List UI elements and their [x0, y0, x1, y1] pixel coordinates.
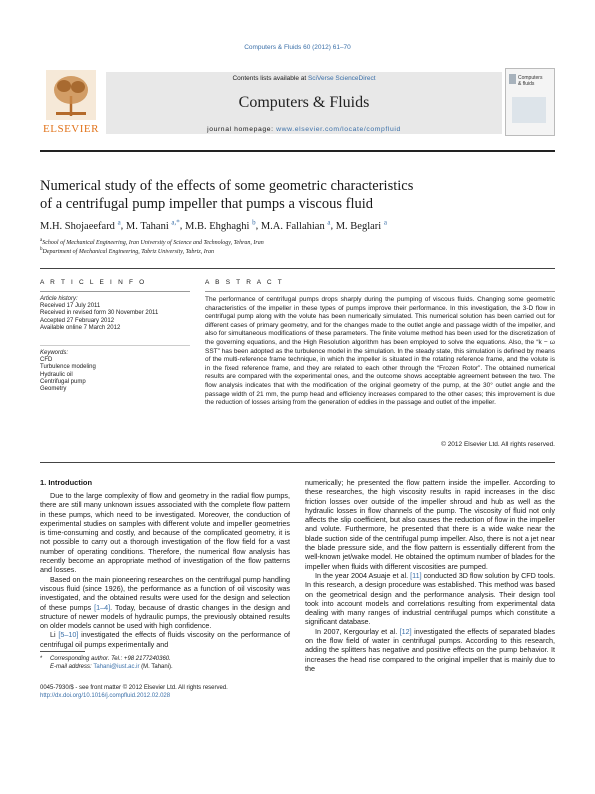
- homepage-link[interactable]: www.elsevier.com/locate/compfluid: [276, 126, 401, 133]
- author-name: M. Beglari $^a$: [335, 218, 387, 232]
- journal-homepage: [106, 126, 502, 133]
- body-paragraph: In 2007, Kergourlay et al. [12] investigated the effects of separated blades on the flow field of water in centrifugal pumps. According to this research, adding the splitters has negative and positive effects on the pump behavior. It increases the head rise compared to the original impeller that is mainly due to the: [305, 626, 555, 673]
- keyword-item: Geometry: [40, 386, 67, 393]
- citation-link[interactable]: [1–4]: [94, 602, 111, 612]
- history-received: Received 17 July 2011: [40, 303, 101, 310]
- footnote-rule: [40, 651, 85, 652]
- email-line: E-mail address: Tahani@iust.ac.ir (M. Tahani).: [50, 664, 173, 670]
- abstract-text: The performance of centrifugal pumps drops sharply during the pumping of viscous fluids. Changing some geometric characteristics of the impeller in these types of pumps improve their performance. In this investigation, the 3-D flow in centrifugal pump along with the volute has been numerically simulated. This numerical solution has been carried out for different cases of primary geometry, and for the changes made to the outlet angle and passage width of the impeller, and also for simultaneous modifications of these parameters. The finite volume method has been used for the discretization of the governing equations, and the High Resolution algorithm has been employed to solve the equations. Also, the “k − ω SST” has been adopted as the turbulence model in the simulation. In the steady state, this simulation is defined by means of the multi-reference frame technique, in which the impeller is situated in the rotating reference frame, and the volute is in the fixed reference frame, and they are related to each other through the “Frozen Rotor”. The obtained numerical results are compared with the experimental ones, and the outcome shows acceptable agreement between the two. The flow analysis indicates that with the modification of the original geometry of the pump, at the 30° outlet angle and the passage width of 21 mm, the pump head and efficiency increases compared to the other cases; this improvement is due the reduction of losses arising from the generation of eddies in the passage and outlet of the impeller.: [205, 296, 555, 407]
- citation-link[interactable]: [5–10]: [58, 630, 79, 640]
- banner-center: [106, 72, 502, 134]
- cover-image: [512, 97, 546, 123]
- author-name: M.H. Shojaeefard $^a$: [40, 218, 121, 232]
- journal-name: Computers & Fluids: [238, 94, 370, 111]
- affiliation-a: $^a$School of Mechanical Engineering, Iran University of Science and Technology, Tehran, Iran: [40, 238, 264, 246]
- body-paragraph: numerically; he presented the flow pattern inside the impeller. According to these researches, the high viscosity results in rapid increases in the disc friction losses over outside of the impeller shroud and hub as well as the hydraulic losses in flow channels of the pump. The viscosity of fluid not only affects the slip coefficient, but also causes the reduction of flow in the impeller and volute. Furthermore, he presented that there is a wide wake near the blade suction side of the centrifugal pump impeller. Also, there is not a jet near the blade pressure side, and the flow pattern is essentially different from the well-known jet/wake model. He obtained the optimum number of blades for the impeller when fluids with different viscosities are pumped.: [305, 478, 555, 571]
- author-list: M.H. Shojaeefard $^a$, M. Tahani $^{a,*}$, M.B. Ehghaghi $^b$, M.A. Fallahian $^a$, M. Beglari $^a$: [40, 218, 387, 232]
- email-link[interactable]: Tahani@iust.ac.ir: [93, 664, 140, 670]
- abstract-rule: [205, 291, 555, 292]
- copyright-line: © 2012 Elsevier Ltd. All rights reserved.: [441, 441, 555, 448]
- doi-link[interactable]: http://dx.doi.org/10.1016/j.compfluid.2012.02.028: [40, 693, 171, 699]
- body-paragraph: Li [5–10] investigated the effects of fluids viscosity on the performance of centrifugal oil pumps experimentally and: [40, 630, 291, 649]
- author-name: M.B. Ehghaghi $^b$: [184, 218, 256, 232]
- sciencedirect-link[interactable]: SciVerse ScienceDirect: [307, 75, 376, 82]
- journal-banner: [40, 68, 555, 140]
- info-divider: [40, 345, 190, 346]
- keyword-item: Centrifugal pump: [40, 378, 86, 385]
- keywords: [40, 350, 190, 393]
- body-column-left: [40, 491, 290, 649]
- corresponding-author: * Corresponding author. Tel.: +98 2177240360.: [40, 656, 171, 662]
- header-rule: [40, 150, 555, 152]
- section-heading: 1. Introduction: [40, 478, 93, 487]
- issn-line: 0045-7930/$ - see front matter © 2012 Elsevier Ltd. All rights reserved.: [40, 685, 228, 691]
- article-history: [40, 296, 190, 332]
- journal-cover-thumbnail: [505, 68, 555, 136]
- title-line-2: of a centrifugal pump impeller that pumps a viscous fluid: [40, 196, 374, 212]
- abstract-heading: A B S T R A C T: [205, 279, 284, 286]
- history-online: Available online 7 March 2012: [40, 324, 121, 331]
- body-column-right: [305, 478, 555, 673]
- body-paragraph: In the year 2004 Asuaje et al. [11] conducted 3D flow solution by CFD tools. In this research, a design procedure was established. This method was based on the geometrical design and the performance analysis. Their design tool took into account models and correlations resulting from experimental data dealing with many ranges of industrial centrifugal pumps which constitute a significant database.: [305, 570, 556, 627]
- elsevier-logo: [40, 68, 102, 140]
- footnote: [40, 655, 290, 671]
- keyword-item: Turbulence modeling: [40, 364, 96, 371]
- homepage-prefix: journal homepage:: [207, 126, 277, 133]
- contents-prefix: Contents lists available at: [232, 75, 308, 82]
- keywords-label: Keywords:: [40, 350, 69, 356]
- history-accepted: Accepted 27 February 2012: [40, 317, 115, 324]
- body-paragraph: Due to the large complexity of flow and geometry in the radial flow pumps, there are still many unknown issues associated with the complete flow pattern in these pumps, which need to be investigated. Moreover, the conduction of experimental studies on samples with different volute and impeller geometries is time-consuming and costly, and because of the complicated geometry, it is not possible to carry out a thorough investigation of the flow field for a vast number of operating conditions. Therefore, the numerical flow analysis has recently become an appropriate method of investigation of the flow patterns and losses.: [40, 491, 290, 575]
- contents-line: [106, 75, 502, 82]
- elsevier-tree-icon: [46, 70, 96, 120]
- publisher-name: ELSEVIER: [43, 123, 99, 135]
- history-label: Article history:: [40, 296, 78, 302]
- title-line-1: Numerical study of the effects of some geometric characteristics: [40, 178, 414, 194]
- journal-reference[interactable]: Computers & Fluids 60 (2012) 61–70: [244, 44, 351, 51]
- cover-title: Computers & fluids: [518, 75, 543, 87]
- abstract-bottom-rule: [40, 462, 555, 463]
- article-info-rule: [40, 291, 190, 292]
- citation-link[interactable]: [12]: [399, 626, 412, 636]
- keyword-item: Hydraulic oil: [40, 371, 73, 378]
- keyword-item: CFD: [40, 357, 53, 364]
- body-paragraph: Based on the main pioneering researches on the centrifugal pump handling viscous fluid (since 1926), the performance as a function of oil viscosity was investigated, and the obtained results were used for the design and selection of these pumps [1–4]. Today, because of drastic changes in the design and structure of newer models of hydraulic pumps, the previously obtained results on older models cannot be used with high confidence.: [40, 574, 290, 631]
- cover-mark-icon: [509, 74, 516, 84]
- article-info-heading: A R T I C L E I N F O: [40, 279, 147, 286]
- history-revised: Received in revised form 30 November 2011: [40, 310, 159, 317]
- divider-rule: [40, 268, 555, 269]
- affiliation-b: $^b$Department of Mechanical Engineering, Tabriz University, Tabriz, Iran: [40, 247, 215, 255]
- author-name: M.A. Fallahian $^a$: [260, 218, 331, 232]
- article-title: [40, 177, 555, 213]
- front-matter-footer: [40, 684, 340, 700]
- citation-link[interactable]: [11]: [410, 570, 422, 580]
- author-name: M. Tahani $^{a,*}$: [125, 218, 180, 232]
